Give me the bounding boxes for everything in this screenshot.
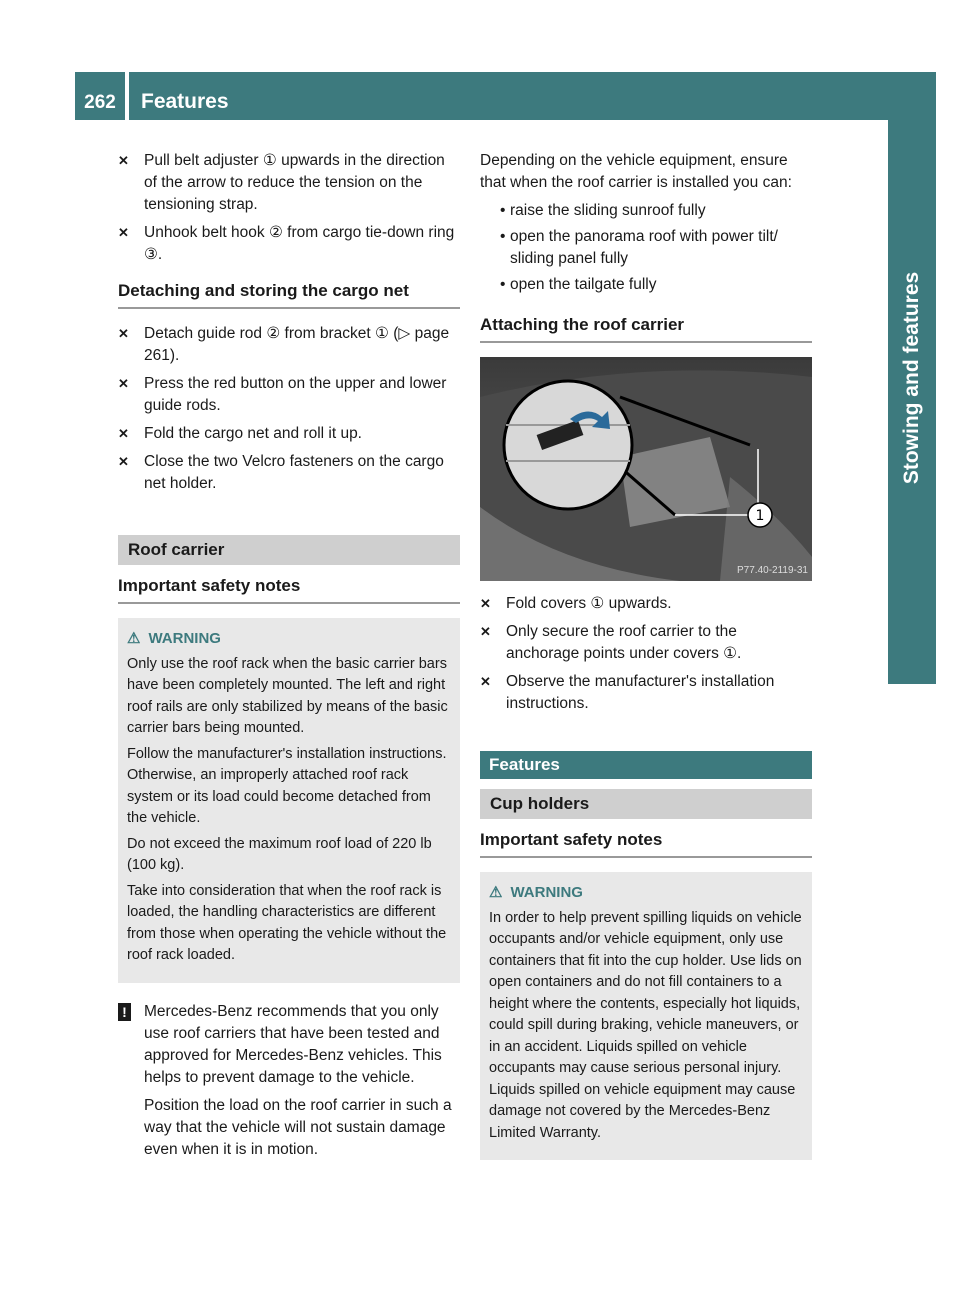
bullet-icon: • [500,228,506,245]
step-text: Only secure the roof carrier to the anchorage points under covers ①. [506,623,742,662]
step-arrow-icon: ✕ [118,426,129,441]
bullet-text: open the tailgate fully [510,276,657,293]
step-arrow-icon: ✕ [118,225,129,240]
step-item [118,150,460,216]
side-tab-label: Stowing and features [900,271,924,485]
warning-text: Do not exceed the maximum roof load of 220 lb (100 kg). [127,835,432,873]
step-item [118,373,460,417]
bullet-item [480,274,812,296]
step-text: Press the red button on the upper and lower guide rods. [144,375,447,414]
step-item [480,671,812,715]
step-arrow-icon: ✕ [118,153,129,168]
section-roof-carrier: Roof carrier [118,535,460,565]
heading-safety-notes: Important safety notes [118,575,460,604]
roof-carrier-photo [480,357,812,581]
step-text: Detach guide rod ② from bracket ① (▷ page 261). [144,325,450,364]
warning-box [480,872,812,1160]
note-block [118,1001,460,1161]
page-title: Features [129,72,888,120]
warning-text: Follow the manufacturer's installation instructions. Otherwise, an improperly attached roof rack system or its load could become detached from the vehicle. [127,745,447,826]
step-text: Fold covers ① upwards. [506,595,672,612]
warning-text: Take into consideration that when the roof rack is loaded, the handling characteristics are different from those when operating the vehicle without the roof rack loaded. [127,882,447,963]
step-item [480,621,812,665]
step-arrow-icon: ✕ [480,674,491,689]
bullet-icon: • [500,202,506,219]
warning-triangle-icon: ⚠ [127,630,141,647]
step-arrow-icon: ✕ [480,596,491,611]
heading-safety-notes: Important safety notes [480,829,812,858]
callout-number: 1 [755,508,765,524]
step-item [480,593,812,615]
heading-detach: Detaching and storing the cargo net [118,280,460,309]
image-code: P77.40-2119-31 [737,565,808,576]
bullet-icon: • [500,276,506,293]
warning-label: WARNING [148,630,221,647]
roof-illustration [480,357,812,581]
warning-box [118,618,460,983]
step-text: Observe the manufacturer's installation instructions. [506,673,775,712]
step-arrow-icon: ✕ [480,624,491,639]
bullet-text: raise the sliding sunroof fully [510,202,706,219]
warning-label: WARNING [510,884,583,901]
step-item [118,323,460,367]
intro-text: Depending on the vehicle equipment, ensure that when the roof carrier is installed you can: [480,152,792,191]
left-column [118,150,460,1167]
bullet-item [480,200,812,222]
bullet-text: open the panorama roof with power tilt/ sliding panel fully [510,228,778,267]
note-text: Position the load on the roof carrier in such a way that the vehicle will not sustain damage even when it is in motion. [144,1096,452,1158]
step-arrow-icon: ✕ [118,454,129,469]
step-item [118,222,460,266]
warning-text: Only use the roof rack when the basic carrier bars have been completely mounted. The left and right roof rails are only stabilized by means of the basic carrier bars being mounted. [127,655,448,736]
step-text: Unhook belt hook ② from cargo tie-down ring ③. [144,224,455,263]
side-tab [888,72,936,684]
step-text: Close the two Velcro fasteners on the cargo net holder. [144,453,444,492]
step-arrow-icon: ✕ [118,376,129,391]
step-text: Fold the cargo net and roll it up. [144,425,362,442]
step-arrow-icon: ✕ [118,326,129,341]
exclamation-icon: ! [118,1003,131,1021]
section-cup-holders: Cup holders [480,789,812,819]
heading-attach: Attaching the roof carrier [480,314,812,343]
warning-text: In order to help prevent spilling liquids on vehicle occupants and/or vehicle equipment, only use containers that fit into the cup holder. Use lids on open containers and do not fill containers to a height where the contents, especially hot liquids, could spill during braking, vehicle maneuvers, or in an accident. Liquids spilled on vehicle occupants may cause serious personal injury. Liquids spilled on vehicle equipment may cause damage not covered by the Mercedes-Benz Limited Warranty. [489,909,802,1141]
step-text: Pull belt adjuster ① upwards in the direction of the arrow to reduce the tension on the tensioning strap. [144,152,445,213]
section-features: Features [480,751,812,779]
right-column [480,150,812,1178]
page-number: 262 [75,72,125,120]
warning-triangle-icon: ⚠ [489,884,503,901]
step-item [118,423,460,445]
note-text: Mercedes-Benz recommends that you only use roof carriers that have been tested and approved for Mercedes-Benz vehicles. This helps to prevent damage to the vehicle. [144,1002,442,1086]
bullet-item [480,226,812,270]
step-item [118,451,460,495]
